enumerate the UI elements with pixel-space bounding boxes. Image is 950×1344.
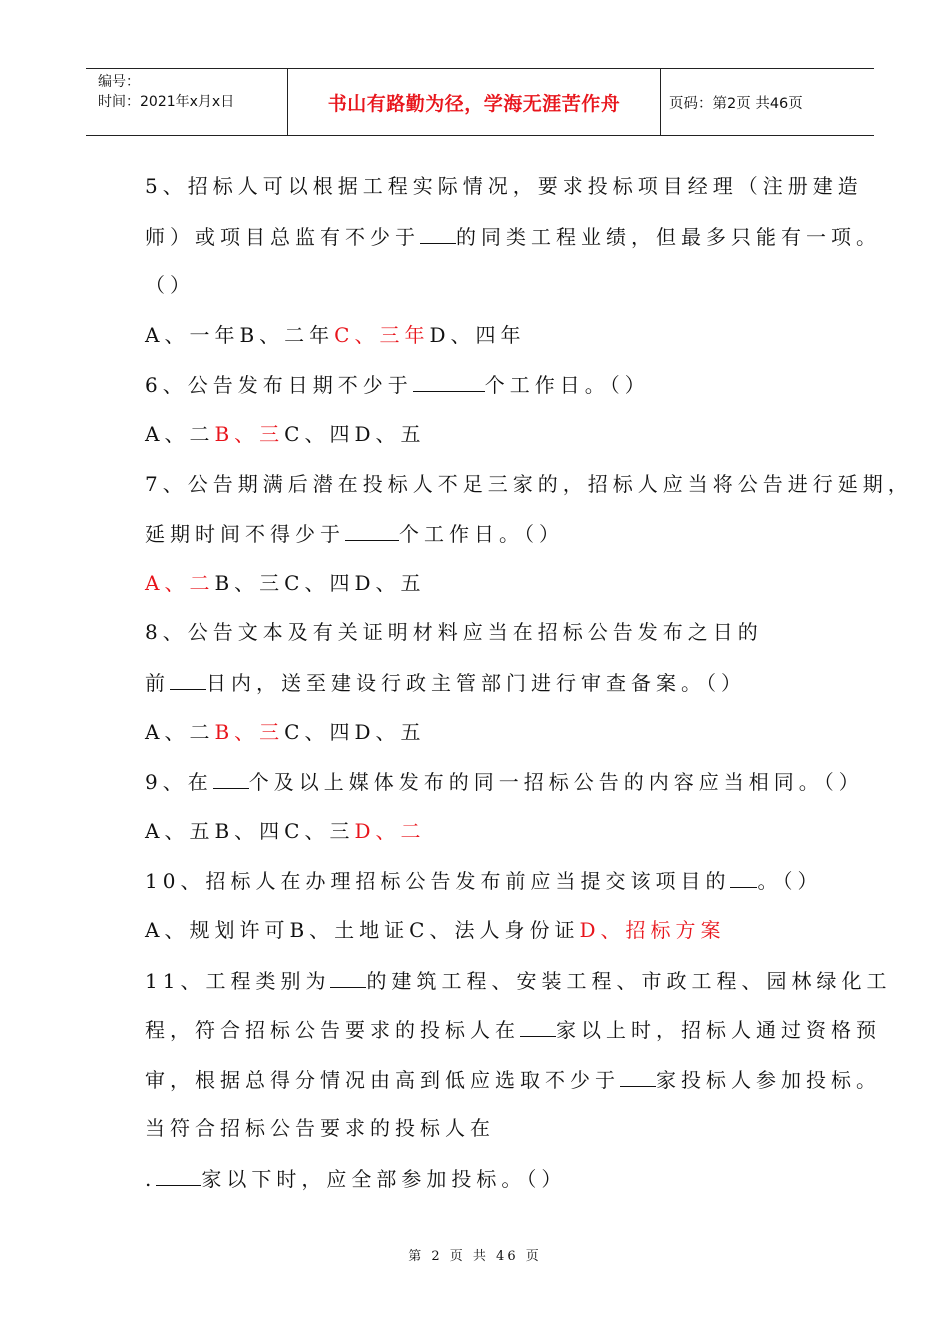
option: C、四 — [284, 570, 355, 595]
option: B、二年 — [239, 322, 335, 347]
question-text: 9、在 — [145, 770, 213, 795]
option: C、法人身份证 — [409, 918, 580, 942]
answer-blank — [620, 1066, 656, 1087]
option: D、五 — [354, 570, 426, 595]
document-number-label: 编号： — [98, 74, 140, 90]
option: C、三 — [284, 818, 355, 843]
question-6-options — [145, 421, 426, 447]
header-page-info: 页码：第2页 共46页 — [669, 95, 803, 112]
question-11-line — [145, 1016, 881, 1043]
header-meta — [86, 69, 286, 135]
correct-option: C、三年 — [334, 322, 430, 347]
question-text: 。（） — [757, 869, 823, 894]
answer-blank — [730, 867, 757, 888]
answer-blank — [156, 1165, 201, 1186]
header-motto: 书山有路勤为径，学海无涯苦作舟 — [287, 69, 661, 135]
question-7-line — [145, 520, 564, 547]
option: D、五 — [354, 422, 426, 446]
answer-blank — [420, 223, 456, 244]
page-header — [86, 68, 874, 136]
answer-blank — [413, 371, 485, 392]
option: B、四 — [214, 818, 285, 843]
question-text: 家投标人参加投标。 — [656, 1067, 881, 1092]
question-text: 6、公告发布日期不少于 — [145, 373, 413, 398]
correct-option: A、二 — [145, 570, 215, 595]
answer-blank — [213, 768, 249, 789]
question-9-line — [145, 768, 864, 795]
question-11-line — [145, 1165, 566, 1192]
question-text: 家以下时，应全部参加投标。（） — [201, 1167, 567, 1191]
document-time-label: 时间：2021年x月x日 — [98, 94, 235, 110]
question-text: 个工作日。（） — [399, 522, 564, 547]
question-8-line — [145, 669, 746, 696]
question-text: 家以上时，招标人通过资格预 — [556, 1018, 881, 1043]
question-11-line — [145, 967, 891, 994]
page-footer: 第 2 页 共 46 页 — [408, 1249, 542, 1264]
question-text: 11、工程类别为 — [145, 968, 331, 993]
question-text: 的同类工程业绩，但最多只能有一项。 — [456, 224, 881, 249]
question-9-options — [145, 818, 426, 844]
question-text: 10、招标人在办理招标公告发布前应当提交该项目的 — [145, 869, 731, 894]
question-11-line — [145, 1066, 881, 1093]
option: D、四年 — [429, 322, 526, 347]
question-7-line: 7、公告期满后潜在投标人不足三家的，招标人应当将公告进行延期， — [145, 471, 913, 496]
option: B、三 — [214, 570, 285, 595]
answer-blank — [170, 669, 206, 690]
question-text: 前 — [145, 671, 170, 695]
correct-option: D、二 — [354, 818, 426, 843]
question-11-line: 当符合招标公告要求的投标人在 — [145, 1116, 495, 1141]
question-text: 个及以上媒体发布的同一招标公告的内容应当相同。（） — [248, 770, 864, 795]
question-text: 程，符合招标公告要求的投标人在 — [145, 1018, 520, 1043]
option: A、二 — [145, 719, 215, 744]
question-5-line: （） — [145, 273, 195, 298]
question-10-line — [145, 867, 822, 894]
question-text: 的建筑工程、安装工程、市政工程、园林绿化工 — [366, 968, 892, 993]
question-text: 审，根据总得分情况由高到低应选取不少于 — [145, 1067, 620, 1092]
option: D、五 — [354, 719, 426, 744]
question-text: 延期时间不得少于 — [145, 522, 345, 547]
option: C、四 — [284, 422, 355, 446]
question-5-line — [145, 223, 881, 250]
option: C、四 — [284, 719, 355, 744]
answer-blank — [520, 1016, 556, 1037]
answer-blank — [330, 967, 366, 988]
option: A、五 — [145, 818, 215, 843]
correct-option: D、招标方案 — [579, 918, 726, 942]
question-8-line: 8、公告文本及有关证明材料应当在招标公告发布之日的 — [145, 620, 763, 645]
correct-option: B、三 — [214, 422, 285, 446]
option: A、规划许可 — [145, 918, 290, 942]
correct-option: B、三 — [214, 719, 285, 744]
option: A、二 — [145, 422, 215, 446]
option: A、一年 — [145, 322, 240, 347]
question-5-options — [145, 322, 526, 348]
question-7-options — [145, 570, 426, 596]
question-10-options — [145, 917, 726, 943]
question-text: . — [145, 1167, 157, 1191]
question-text: 日内，送至建设行政主管部门进行审查备案。（） — [206, 671, 746, 695]
question-text: 个工作日。（） — [484, 373, 650, 398]
question-5-line: 5、招标人可以根据工程实际情况，要求投标项目经理（注册建造 — [145, 174, 863, 198]
question-text: 师）或项目总监有不少于 — [145, 224, 420, 249]
option: B、土地证 — [289, 918, 410, 942]
answer-blank — [345, 520, 399, 541]
question-6-line — [145, 371, 650, 398]
question-8-options — [145, 719, 426, 745]
